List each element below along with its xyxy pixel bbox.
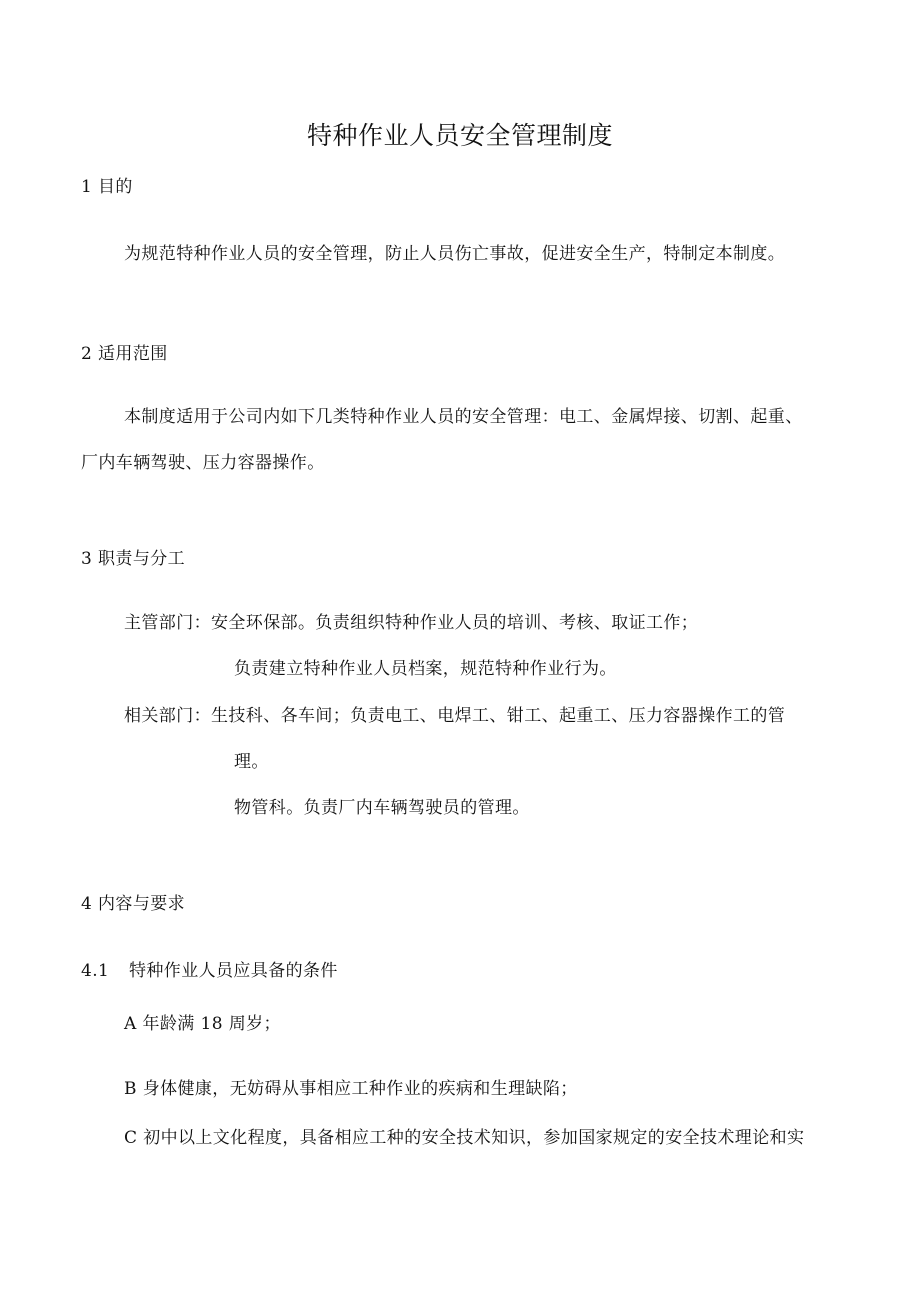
section-heading-scope: 2 适用范围 <box>81 344 168 364</box>
subsection-title: 特种作业人员应具备的条件 <box>129 961 338 981</box>
purpose-paragraph: 为规范特种作业人员的安全管理，防止人员伤亡事故，促进安全生产，特制定本制度。 <box>124 244 786 264</box>
section-heading-content: 4 内容与要求 <box>81 894 186 914</box>
related-dept-line-2: 理。 <box>234 752 269 772</box>
related-dept-line-1: 相关部门：生技科、各车间；负责电工、电焊工、钳工、起重工、压力容器操作工的管 <box>124 706 786 726</box>
main-dept-line-1: 主管部门：安全环保部。负责组织特种作业人员的培训、考核、取证工作； <box>124 613 699 633</box>
section-heading-duties: 3 职责与分工 <box>81 549 186 569</box>
subsection-number: 4.1 <box>81 961 110 981</box>
scope-paragraph-line-2: 厂内车辆驾驶、压力容器操作。 <box>81 453 325 473</box>
condition-item-c: C 初中以上文化程度，具备相应工种的安全技术知识，参加国家规定的安全技术理论和实 <box>124 1128 805 1148</box>
scope-paragraph-line-1: 本制度适用于公司内如下几类特种作业人员的安全管理：电工、金属焊接、切割、起重、 <box>124 407 803 427</box>
main-dept-line-2: 负责建立特种作业人员档案，规范特种作业行为。 <box>234 659 617 679</box>
section-heading-purpose: 1 目的 <box>81 177 133 197</box>
related-dept-line-3: 物管科。负责厂内车辆驾驶员的管理。 <box>234 798 530 818</box>
condition-item-a: A 年龄满 18 周岁； <box>124 1014 281 1034</box>
condition-item-b: B 身体健康，无妨碍从事相应工种作业的疾病和生理缺陷； <box>124 1079 578 1099</box>
document-title: 特种作业人员安全管理制度 <box>306 121 613 150</box>
